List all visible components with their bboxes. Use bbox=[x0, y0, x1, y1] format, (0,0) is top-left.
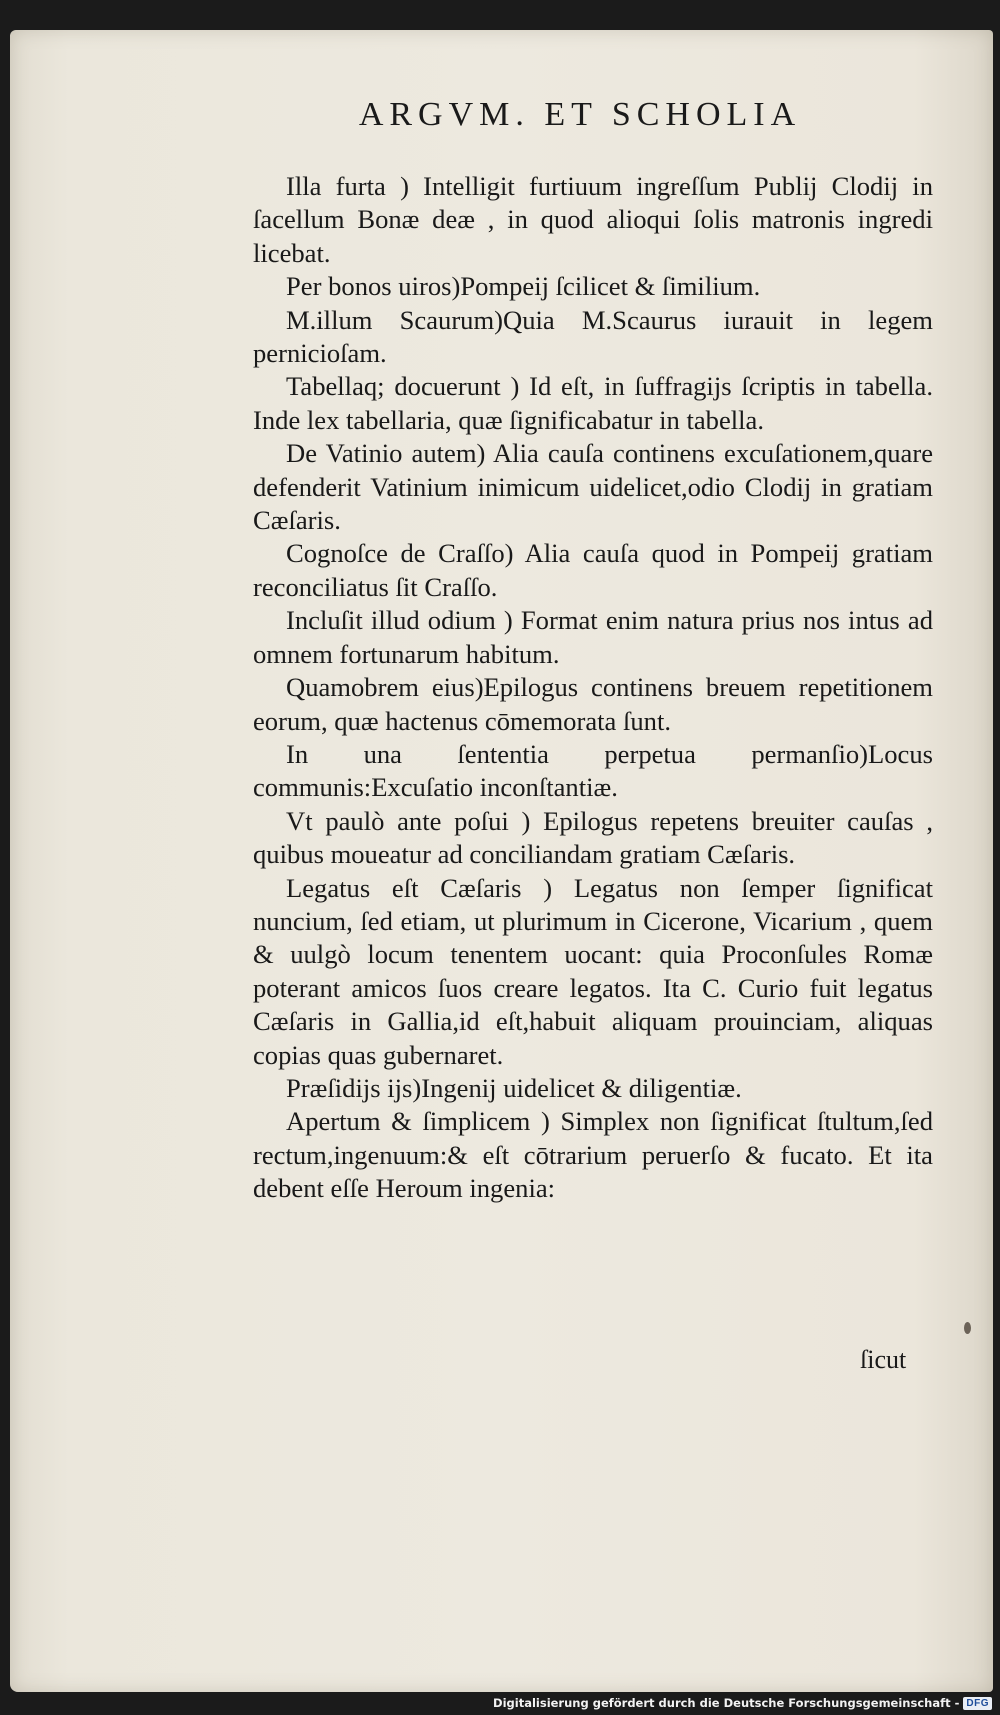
digitization-footer bbox=[493, 1693, 992, 1713]
paragraph: In una ſententia perpetua permanſio)Locus communis:Excuſatio inconſtantiæ. bbox=[253, 738, 933, 803]
paragraph: Legatus eſt Cæſaris ) Legatus non ſemper ſignificat nuncium, ſed etiam, ut plurimum in Cicerone, Vicarium , quem & uulgò locum tenentem uocant: quia Proconſules Romæ poterant amicos ſuos creare legatos. Ita C. Curio fuit legatus Cæſaris in Gallia,id eſt,habuit aliquam prouinciam, aliquas copias quas gubernaret. bbox=[253, 872, 933, 1070]
paragraph: Cognoſce de Craſſo) Alia cauſa quod in Pompeij gratiam reconciliatus ſit Craſſo. bbox=[253, 538, 933, 602]
commentary-text bbox=[253, 170, 933, 1206]
footer-credit: Digitalisierung gefördert durch die Deutsche Forschungsgemeinschaft - bbox=[493, 1696, 960, 1710]
paragraph: Vt paulò ante poſui ) Epilogus repetens breuiter cauſas , quibus moueatur ad conciliandam gratiam Cæſaris. bbox=[253, 805, 933, 870]
running-header: ARGVM. ET SCHOLIA bbox=[358, 96, 802, 133]
paper-speck bbox=[964, 1322, 971, 1334]
paragraph: Præſidijs ijs)Ingenij uidelicet & diligentiæ. bbox=[286, 1072, 742, 1103]
paragraph: Apertum & ſimplicem ) Simplex non ſignificat ſtultum,ſed rectum,ingenuum:& eſt cōtrarium peruerſo & fucato. Et ita debent eſſe Heroum ingenia: bbox=[253, 1106, 933, 1204]
paragraph: Tabellaq; docuerunt ) Id eſt, in ſuffragijs ſcriptis in tabella. Inde lex tabellaria, quæ ſignificabatur in tabella. bbox=[253, 371, 933, 435]
paragraph: Per bonos uiros)Pompeij ſcilicet & ſimilium. bbox=[286, 271, 761, 302]
catchword: ſicut bbox=[860, 1345, 907, 1374]
dfg-logo-icon: DFG bbox=[963, 1697, 992, 1710]
paragraph: Quamobrem eius)Epilogus continens breuem repetitionem eorum, quæ hactenus cōmemorata ſunt. bbox=[253, 672, 933, 736]
paragraph: M.illum Scaurum)Quia M.Scaurus iurauit in legem pernicioſam. bbox=[253, 304, 933, 369]
paragraph: Incluſit illud odium ) Format enim natura prius nos intus ad omnem fortunarum habitum. bbox=[253, 605, 933, 669]
paragraph: Illa furta ) Intelligit furtiuum ingreſſum Publij Clodij in ſacellum Bonæ deæ , in quod alioqui ſolis matronis ingredi licebat. bbox=[253, 171, 933, 268]
paragraph: De Vatinio autem) Alia cauſa continens excuſationem,quare defenderit Vatinium inimicum uidelicet,odio Clodij in gratiam Cæſaris. bbox=[253, 438, 933, 536]
